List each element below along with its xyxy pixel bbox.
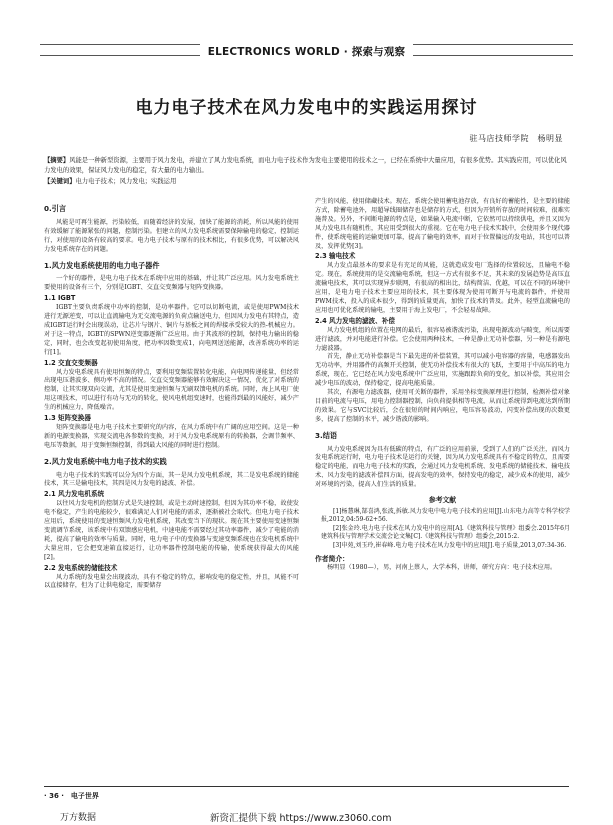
section-heading: 2.风力发电系统中电力电子技术的实践: [44, 456, 167, 466]
keywords-label: 【关键词】: [44, 178, 76, 185]
footer-rule: [44, 786, 569, 787]
wanfang-label: 万方数据: [60, 813, 97, 823]
paragraph: 首先，静止无功补偿器是当下最先进的补偿装置，其可以减小电容器的容量，电感器发出无功功率，并用器件的高频开关控制，使无功补偿技术有很大的飞跃，主要用于中高压的电力系统，现在，它已经在风力发电系统中广泛应用，实施跟踪负荷的变化，加以补偿，其应用会减少电压的波动，保持稳定，提高电能质量。: [315, 353, 570, 388]
right-column: [315, 198, 570, 573]
paragraph: IGBT主要负责系统中功率的控制，是功率器件。它可以切断电流，或是使用PWM技术进行无源逆变，可以让直流输电为无交流电源的负荷点输送电力，但因风力发电有其特点，造成IGBT运行时会出现误动，让芯片与钢片、铜片与基板之间的焊接承受较大的热-机械应力。对于这一特点，IGBT的SPWN逆变器逐渐广泛应用。由于其波形的控制，保持电力输出的稳定，同时，也会改变起初使用角度，把功率因数变成1，向电网送送能源，改善系统功率的运行[1]。: [44, 304, 299, 356]
reference-item: [1]杨慧琳,郜喜鸿,张波,拆敏.风力发电中电力电子技术的应用[J].山东电力高等专科学校学报,2012,04:59-62+56.: [321, 508, 570, 524]
section-heading: 1.风力发电系统使用的电力电子器件: [44, 260, 160, 270]
subsection-heading: 2.4 风力发电的滤波、补偿: [315, 316, 395, 325]
left-column: [44, 198, 299, 591]
subsection-heading: 1.2 交直交变频器: [44, 358, 98, 367]
subsection-heading: 2.2 发电系统的储能技术: [44, 563, 118, 572]
paragraph: 风力系统的发电量会出现波动，具有不稳定的特点，影响发电的稳定性，并且，风能不可以直接储存，但为了让供电稳定，需要储存: [44, 573, 299, 590]
journal-name: ELECTRONICS WORLD · 探索与观察: [200, 44, 414, 59]
download-link[interactable]: 新资汇提供下载 https://www.z3060.com: [210, 813, 392, 824]
keywords: [44, 177, 569, 187]
abstract: [44, 156, 569, 176]
keywords-text: 电力电子技术；风力发电；实践运用: [75, 178, 177, 185]
paragraph: 以往风力发电机的控制方式是失速控制，或是主动时速控制，但因为其功率不稳，故使发电不稳定，产生的电能较少，很难满足人们对电能的需求，逐渐被社会取代。但电力电子技术应用后，系统使用的变速恒频风力发电机系统，其改变当下的现状。现在其主要使用变速恒频变流调节系统，该系统中有双馈感应电机，中速电能不需要经过其功率器件，减少了电能的消耗，提高了输电的效率与质量。同时，电力电子中的变换器与变速变频系统也在发电机系统中大量应用，它会把变速箱直接运行，让功率器件控制电能的传输，使系统获得最大的风能[2]。: [44, 500, 299, 561]
subsection-heading: 1.1 IGBT: [44, 294, 76, 303]
abstract-block: [44, 156, 569, 187]
section-heading: 3.结语: [315, 430, 338, 440]
paragraph: 风力发点最基本的要求是有充足的风能，这就造成发电厂选择的位置较远，且输电不稳定。现在，系统使用的是交流输电系统，但这一方式有很多不足，其未来的发展趋势是高压直流输电技术，其可以实现异步联网，有很高的相出比，结构简洁、优越，可以在不同的环境中应用，是电力电子技术主要应用的技术，其主要体现为使用可断开与电流的器件，并使用PWM技术，投入的成本很少，得到的质量更高，加快了技术的普及。此外，轻型直流输电的应用也可优化系统的输电，主要用于海上发电厂，不会轻易故障。: [315, 262, 570, 314]
page-number: · 36 · 电子世界: [44, 792, 99, 800]
paragraph: 一个好的器件，是电力电子技术在系统中应用的基础，并让其广泛应用。风力发电系统主要使用的设备有三个，分别是IGBT、交直交变频器与矩阵变换器。: [44, 275, 299, 292]
paragraph: 矩阵变换器是电力电子技术主要研究的内容，在风力系统中有广阔的应用空间。这是一种新的电源变换器，实现交流电各参数的变换，对于风力发电系统原有的转换器，会调节频率、电压等数据，用于变频恒频控制，得到最大风能的同时进行控制。: [44, 423, 299, 449]
references-heading: 参考文献: [428, 496, 457, 505]
paragraph: 产生的风能，使用储藏技术。现在，系统会使用蓄电池存放，有良好的蓄能性，是主要的储能方式，除蓄电池外，用超导线圈储存也是储存的方式，但因为开销所存放的时间较难，很难实施普及。另外，不间断电源的特点是，如果输入电流中断，它依然可以持续供电，并且又因为风力发电具有随机性，其应用受到很大的重视。它在电力电子技术实践中，会使用多个现代器件，使系统电能的运输更加可靠，提高了输电的效率，而对于位置偏远的发电站，其也可以普及，发挥优势[3]。: [315, 198, 570, 250]
journal-header: [40, 38, 573, 58]
reference-item: [2]张金玲.电力电子技术在风力发电中的应用[A].《建筑科技与管理》组委会.2015年6月建筑科技与管理学术交流会论文集[C].《建筑科技与管理》组委会,2015:2.: [321, 524, 570, 541]
abstract-label: 【摘要】: [44, 157, 70, 164]
subsection-heading: 2.1 风力发电机系统: [44, 490, 105, 499]
paper-title: 电力电子技术在风力发电中的实践运用探讨: [135, 98, 478, 118]
abstract-text: 风能是一种新型资源，主要用于风力发电，并建立了风力发电系统，而电力电子技术作为发电主要使用的技术之一，已经在系统中大量应用，有很多优势。其实践应用，可以优化风力发电的效果，保证风力发电的稳定，有大量的电力输出。: [44, 157, 567, 174]
author-affiliation: 驻马店技师学院 杨明显: [469, 134, 563, 143]
paragraph: 电力电子技术的实践可以分为四个方面，其一是风力发电机系统，其二是发电系统的储能技术，其三是输电技术，其四是风力发电的滤波、补偿。: [44, 471, 299, 488]
paragraph: 风力发电系统具有使用恒频的特点，要利用变频装置转化电能，向电网传递能量，但经常出现电压谐波多、侧功率不高的情况。交直交变频器能够有效解决这一情况，优化了对系统的控制，让其实现双向交流，尤其是使用变速恒频与无刷双馈电机的系统。同时，海上风电厂使用这项技术，可以进行有功与无功的转化，使风电机组变速时，也能得到最的风能好，减少产生的机械应力，降低噪音。: [44, 368, 299, 412]
reference-item: [3]申苑,刘玉玲,崔春峰.电力电子技术在风力发电中的应用[J].电子质量,2013,07:34-36.: [333, 541, 567, 549]
author-intro: 杨明显（1980—），男，河南上蔡人，大学本科，讲师，研究方向：电子技术应用。: [327, 563, 557, 571]
paragraph: 风力发电系统因为具有低碳的特点，有广泛的应用前景，受到了人们的广泛关注，而风力发电系统运行时，电力电子技术是运行的关键，因为风力发电系统具有不稳定的特点，且需要稳定的电能，而电力电子技术的实践，会通过风力发电机系统、发电系统的储能技术、输电技术、风力发电的滤波补偿四方面，提高发电的效率，保持发电的稳定，减少成本的使用，减少对环境的污染，提高人们生活的质量。: [315, 445, 570, 489]
paragraph: 其次，有源电力滤波器，使用可关断的器件，采用坐标变换原理进行控制，检测补偿对象目前的电流与电压，用电力控制器控制，向负荷提供相等电流，从而让系统得到电流达到所期的效果。它与SVC比较后，会在很短的时间内响应，电压容易波动，闪变补偿出现的次数更多，提高了控制的水平，减少谐波的影响。: [315, 389, 570, 423]
paragraph: 风能是可再生能源，污染较低，而随着经济的发展，加快了能源的消耗，所以风能的使用有效缓解了能源紧张的问题，控制污染。但建立的风力发电系统需要保障输电的稳定，控制运行，对使用的设备有较高的要求。电力电子技术与原有的技术相比，有很多优势，可以解决风力发电系统存在的问题。: [44, 218, 299, 253]
paragraph: 风力发电机组的位置在电网的最后，很容易被谐波污染，出现电源波动与畸变，所以需要进行滤波，并对电能进行补偿。它会使用两种技术，一种是静止无功补偿器，另一种是有源电力滤波器。: [315, 326, 570, 352]
author-intro-heading: 作者简介：: [315, 555, 349, 564]
subsection-heading: 2.3 输电技术: [315, 252, 356, 261]
bottom-bar: [0, 808, 613, 825]
section-heading: 0.引言: [44, 204, 67, 213]
subsection-heading: 1.3 矩阵变换器: [44, 414, 91, 423]
